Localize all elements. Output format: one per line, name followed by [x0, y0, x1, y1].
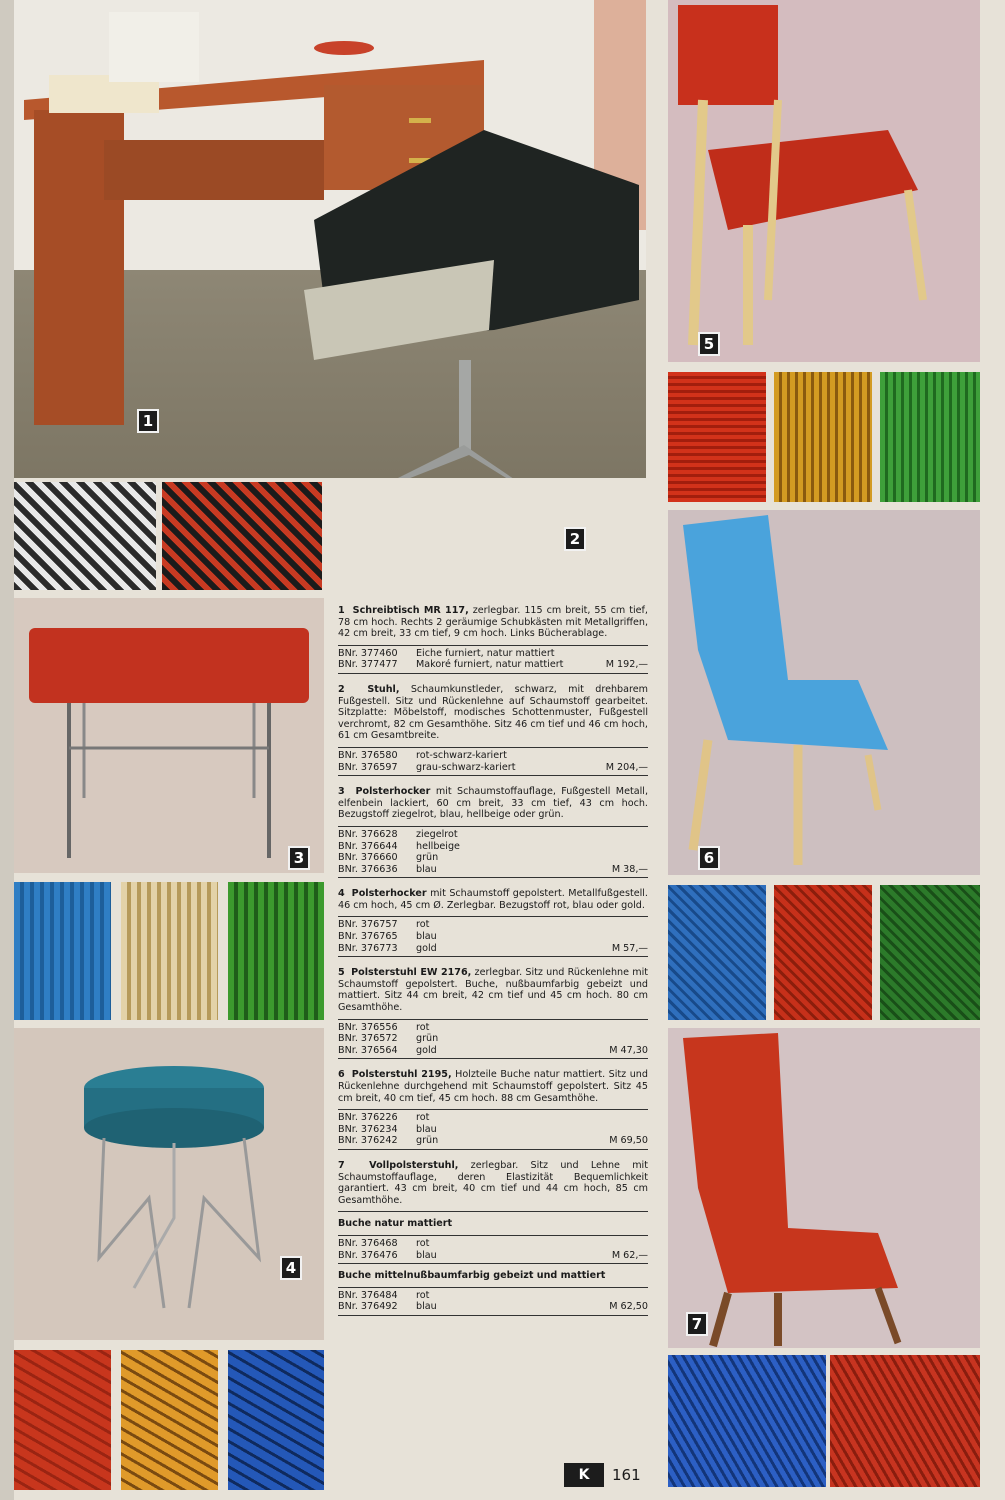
entry-6 [338, 1069, 648, 1150]
photo-stool-4 [14, 1028, 324, 1340]
entry-7-text: zerlegbar. Sitz und Lehne mit Schaumstoffauflage, deren Elastizität Bequemlichkeit garantiert. 43 cm breit, 40 cm tief und 44 cm hoch, 85 cm Gesamthöhe. [338, 1159, 648, 1206]
badge-1: 1 [137, 409, 159, 433]
order-price: M 38,— [611, 863, 648, 875]
page-number: 161 [612, 1466, 641, 1484]
fabric-swatch-green [228, 882, 324, 1020]
entry-1 [338, 605, 648, 674]
entry-1-text: zerlegbar. 115 cm breit, 55 cm tief, 78 cm hoch. Rechts 2 geräumige Schubkästen mit Metallgriffen, 42 cm breit, 33 cm tief, 9 cm hoch. Links Bücherablage. [338, 605, 648, 640]
fabric-swatch-beige [121, 882, 218, 1020]
order-code: BNr. 376226 [338, 1112, 398, 1124]
entry-7-title: Vollpolsterstuhl, [369, 1159, 459, 1171]
fabric-swatch-green-5 [880, 372, 980, 502]
order-price: M 62,— [611, 1249, 648, 1261]
badge-7: 7 [686, 1312, 708, 1336]
entry-2-orders [338, 747, 648, 776]
badge-4: 4 [280, 1256, 302, 1280]
order-desc: hellbeige [416, 840, 460, 852]
order-code: BNr. 376476 [338, 1249, 398, 1261]
order-code: BNr. 376234 [338, 1123, 398, 1135]
order-price: M 47,30 [609, 1044, 648, 1056]
entry-2-text: Schaumkunstleder, schwarz, mit drehbarem Fußgestell. Sitz und Rückenlehne auf Schaumstoff gearbeitet. Sitzplatte: Möbelstoff, modisches Schottenmuster, Fußgestell verchromt, 82 cm Gesamthöhe. Sitz 46 cm tief und 46 cm hoch, 61 cm Gesamtbreite. [338, 683, 648, 742]
entry-5-text: zerlegbar. Sitz und Rückenlehne mit Schaumstoff gepolstert. Buche, nußbaumfarbig gebeizt und mattiert. Sitz 44 cm breit, 42 cm tief und 45 cm hoch. 80 cm Gesamthöhe. [338, 967, 648, 1014]
order-row [338, 648, 648, 660]
order-row [338, 852, 648, 864]
order-desc: grün [416, 1135, 439, 1147]
chair-6-illustration [668, 510, 980, 875]
badge-2: 2 [564, 527, 586, 551]
entry-2 [338, 684, 648, 776]
order-desc: rot [416, 1289, 430, 1301]
page-footer [564, 1462, 648, 1488]
photo-stool-3 [14, 598, 324, 873]
order-desc: grau-schwarz-kariert [416, 761, 516, 773]
photo-chair-5 [668, 0, 980, 362]
order-row [338, 1022, 648, 1034]
chair-5-illustration [668, 0, 980, 362]
order-desc: rot [416, 1112, 430, 1124]
entry-5-orders [338, 1019, 648, 1060]
divider [338, 1211, 648, 1212]
fabric-swatch-blue-7 [668, 1355, 826, 1487]
order-row [338, 1033, 648, 1045]
order-row [338, 1045, 648, 1057]
entry-4-title: Polsterhocker [351, 888, 427, 900]
fabric-swatch-blue [14, 882, 111, 1020]
order-code: BNr. 376484 [338, 1289, 398, 1301]
order-row [338, 1124, 648, 1136]
fabric-swatch-grey-check [14, 482, 156, 590]
order-code: BNr. 376636 [338, 863, 398, 875]
order-row [338, 864, 648, 876]
entry-6-title: Polsterstuhl 2195, [351, 1069, 452, 1081]
order-code: BNr. 376572 [338, 1033, 398, 1045]
order-row [338, 919, 648, 931]
fabric-swatch-gold-pattern [121, 1350, 218, 1490]
order-row [338, 1238, 648, 1250]
entry-7-group-1-heading: Buche natur mattiert [338, 1218, 453, 1230]
entry-3-text: mit Schaumstoffauflage, Fußgestell Metall, elfenbein lackiert, 60 cm breit, 33 cm tief, 43 cm hoch. Bezugstoff ziegelrot, blau, hellbeige oder grün. [338, 786, 648, 821]
entry-3-orders [338, 826, 648, 878]
order-row [338, 1112, 648, 1124]
order-code: BNr. 376757 [338, 919, 398, 931]
order-desc: gold [416, 1044, 437, 1056]
order-price: M 192,— [605, 659, 648, 671]
order-row [338, 931, 648, 943]
order-code: BNr. 376556 [338, 1021, 398, 1033]
entry-3-title: Polsterhocker [355, 786, 431, 798]
order-desc: rot [416, 919, 430, 931]
order-row [338, 659, 648, 671]
order-desc: ziegelrot [416, 828, 458, 840]
fabric-swatch-red-5 [668, 372, 766, 502]
photo-chair-6 [668, 510, 980, 875]
photo-chair-7 [668, 1028, 980, 1348]
order-code: BNr. 376765 [338, 931, 398, 943]
catalog-logo-icon: K [564, 1463, 604, 1487]
fabric-swatch-green-6 [880, 885, 980, 1020]
order-price: M 62,50 [609, 1301, 648, 1313]
order-desc: rot [416, 1021, 430, 1033]
order-price: M 204,— [605, 761, 648, 773]
order-code: BNr. 376597 [338, 761, 398, 773]
page-edge [0, 0, 14, 1500]
order-desc: grün [416, 1033, 439, 1045]
photo-desk-chair [14, 0, 646, 478]
order-desc: blau [416, 863, 437, 875]
chair-7-illustration [668, 1028, 980, 1348]
badge-5: 5 [698, 332, 720, 356]
order-row [338, 1290, 648, 1302]
order-code: BNr. 376660 [338, 852, 398, 864]
order-row [338, 1250, 648, 1262]
stool-4-illustration [14, 1028, 324, 1340]
order-row [338, 829, 648, 841]
entry-7-group-1-orders [338, 1235, 648, 1264]
fabric-swatch-gold-5 [774, 372, 872, 502]
order-desc: blau [416, 1301, 437, 1313]
fabric-swatch-red-check [162, 482, 322, 590]
entry-2-num: 2 [338, 683, 345, 695]
order-desc: rot-schwarz-kariert [416, 749, 507, 761]
order-row [338, 762, 648, 774]
order-code: BNr. 376468 [338, 1237, 398, 1249]
order-row [338, 841, 648, 853]
badge-3: 3 [288, 846, 310, 870]
fabric-swatch-red-pattern [14, 1350, 111, 1490]
entry-6-text: Holzteile Buche natur mattiert. Sitz und Rückenlehne durchgehend mit Schaumstoff gepolstert. Sitz 45 cm breit, 40 cm tief, 45 cm hoch. 88 cm Gesamthöhe. [338, 1069, 648, 1104]
entry-5-title: Polsterstuhl EW 2176, [351, 967, 472, 979]
fabric-swatch-red-6 [774, 885, 872, 1020]
entry-3-num: 3 [338, 786, 345, 798]
order-desc: Eiche furniert, natur mattiert [416, 647, 555, 659]
order-price: M 57,— [611, 942, 648, 954]
order-code: BNr. 377460 [338, 647, 398, 659]
order-row [338, 1301, 648, 1313]
fabric-swatch-blue-6 [668, 885, 766, 1020]
entry-4-num: 4 [338, 888, 345, 900]
order-code: BNr. 376580 [338, 749, 398, 761]
entry-5 [338, 967, 648, 1059]
order-code: BNr. 376492 [338, 1301, 398, 1313]
fabric-swatch-red-7 [830, 1355, 980, 1487]
entry-6-orders [338, 1109, 648, 1150]
entry-4-text: mit Schaumstoff gepolstert. Metallfußgestell. 46 cm hoch, 45 cm Ø. Zerlegbar. Bezugstoff rot, blau oder gold. [338, 888, 648, 911]
entry-1-num: 1 [338, 605, 345, 616]
fabric-swatch-blue-pattern [228, 1350, 324, 1490]
entry-1-orders [338, 645, 648, 674]
order-row [338, 1135, 648, 1147]
stool-3-illustration [14, 598, 324, 873]
entry-7-group-2-heading: Buche mittelnußbaumfarbig gebeizt und mattiert [338, 1270, 606, 1282]
order-code: BNr. 377477 [338, 659, 398, 671]
entry-7-group-2-orders [338, 1287, 648, 1316]
order-desc: grün [416, 852, 439, 864]
order-desc: blau [416, 931, 437, 943]
entry-4-orders [338, 916, 648, 957]
product-descriptions [338, 605, 648, 1326]
entry-4 [338, 888, 648, 957]
order-code: BNr. 376773 [338, 942, 398, 954]
entry-5-num: 5 [338, 967, 345, 979]
entry-2-title: Stuhl, [367, 683, 400, 695]
order-code: BNr. 376644 [338, 840, 398, 852]
order-row [338, 750, 648, 762]
order-code: BNr. 376242 [338, 1135, 398, 1147]
order-code: BNr. 376564 [338, 1044, 398, 1056]
order-desc: Makoré furniert, natur mattiert [416, 659, 564, 671]
order-desc: blau [416, 1249, 437, 1261]
desk-chair-illustration [14, 0, 646, 478]
order-price: M 69,50 [609, 1135, 648, 1147]
order-code: BNr. 376628 [338, 828, 398, 840]
badge-6: 6 [698, 846, 720, 870]
order-desc: rot [416, 1237, 430, 1249]
order-desc: blau [416, 1123, 437, 1135]
entry-1-title: Schreibtisch MR 117, [352, 605, 469, 616]
entry-7-num: 7 [338, 1159, 345, 1171]
entry-7 [338, 1160, 648, 1316]
order-row [338, 943, 648, 955]
entry-3 [338, 786, 648, 878]
order-desc: gold [416, 942, 437, 954]
entry-6-num: 6 [338, 1069, 345, 1081]
